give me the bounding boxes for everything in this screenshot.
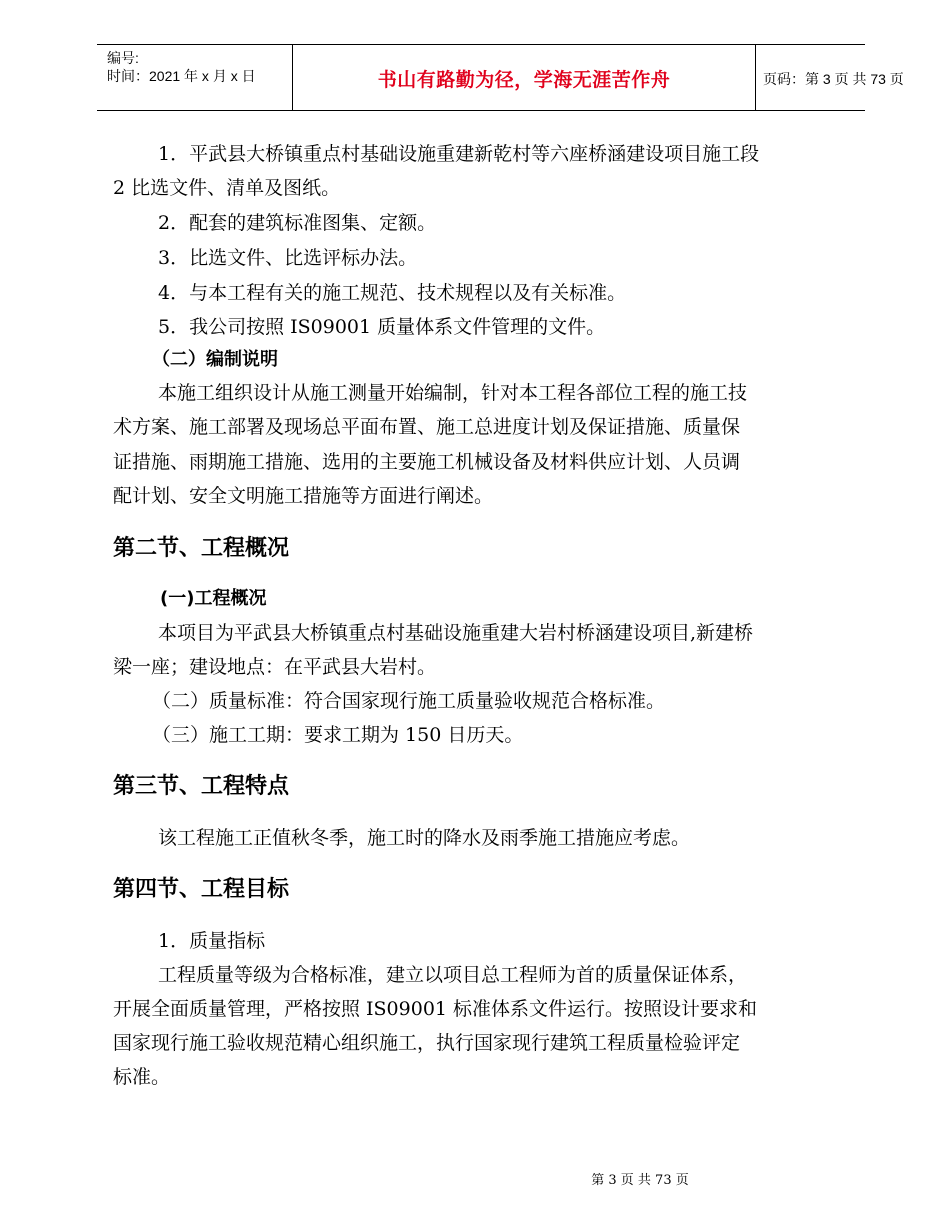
section-2-title: 第二节、工程概况 bbox=[113, 536, 290, 561]
header-meta-cell bbox=[97, 45, 292, 110]
basis-item-2: 2．配套的建筑标准图集、定额。 bbox=[158, 212, 437, 234]
compile-para-line-1: 本施工组织设计从施工测量开始编制，针对本工程各部位工程的施工技 bbox=[158, 382, 748, 404]
section-2-subheading-overview: (一)工程概况 bbox=[160, 588, 267, 609]
header-page-cell bbox=[755, 45, 904, 110]
basis-item-4: 4．与本工程有关的施工规范、技术规程以及有关标准。 bbox=[158, 282, 627, 304]
basis-item-1-cont: 2 比选文件、清单及图纸。 bbox=[113, 177, 341, 199]
section-4-para-line-3: 国家现行施工验收规范精心组织施工，执行国家现行建筑工程质量检验评定 bbox=[113, 1032, 741, 1054]
section-4-para-line-2: 开展全面质量管理，严格按照 IS09001 标准体系文件运行。按照设计要求和 bbox=[113, 998, 758, 1020]
quality-standard-line: （二）质量标准：符合国家现行施工质量验收规范合格标准。 bbox=[152, 690, 666, 712]
compile-para-line-4: 配计划、安全文明施工措施等方面进行阐述。 bbox=[113, 485, 494, 507]
section-2-para-line-2: 梁一座；建设地点：在平武县大岩村。 bbox=[113, 656, 437, 678]
page-footer: 第 3 页 共 73 页 bbox=[591, 1173, 689, 1188]
section-4-item-quality: 1．质量指标 bbox=[158, 930, 266, 952]
basis-item-3: 3．比选文件、比选评标办法。 bbox=[158, 247, 418, 269]
header-motto: 书山有路勤为径，学海无涯苦作舟 bbox=[377, 69, 671, 91]
compile-para-line-2: 术方案、施工部署及现场总平面布置、施工总进度计划及保证措施、质量保 bbox=[113, 416, 741, 438]
page-header bbox=[97, 44, 904, 111]
section-3-title: 第三节、工程特点 bbox=[113, 774, 290, 799]
section-2-para-line-1: 本项目为平武县大桥镇重点村基础设施重建大岩村桥涵建设项目,新建桥 bbox=[158, 622, 754, 644]
doc-number-label: 编号: bbox=[107, 50, 139, 66]
construction-period-line: （三）施工工期：要求工期为 150 日历天。 bbox=[152, 724, 524, 746]
basis-item-1: 1．平武县大桥镇重点村基础设施重建新乾村等六座桥涵建设项目施工段 bbox=[158, 143, 760, 165]
section-4-para-line-4: 标准。 bbox=[113, 1066, 171, 1088]
subheading-compile-notes: （二）编制说明 bbox=[152, 349, 278, 370]
basis-item-5: 5．我公司按照 IS09001 质量体系文件管理的文件。 bbox=[158, 316, 606, 338]
section-3-para: 该工程施工正值秋冬季，施工时的降水及雨季施工措施应考虑。 bbox=[158, 827, 691, 849]
compile-para-line-3: 证措施、雨期施工措施、选用的主要施工机械设备及材料供应计划、人员调 bbox=[113, 451, 741, 473]
doc-time-label: 时间：2021 年 x 月 x 日 bbox=[107, 68, 256, 84]
header-page-info: 页码：第 3 页 共 73 页 bbox=[763, 71, 904, 87]
section-4-para-line-1: 工程质量等级为合格标准，建立以项目总工程师为首的质量保证体系， bbox=[158, 964, 748, 986]
header-motto-cell bbox=[292, 45, 756, 110]
section-4-title: 第四节、工程目标 bbox=[113, 877, 290, 902]
